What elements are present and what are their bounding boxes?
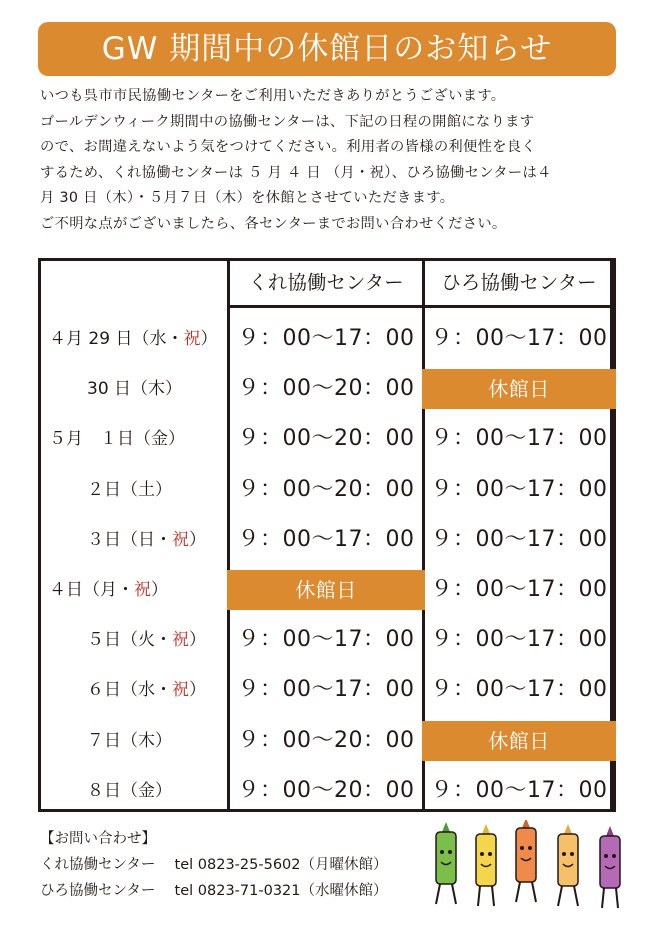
table-row <box>41 414 616 464</box>
date-cell: ６日（水・祝） <box>87 680 206 701</box>
schedule-table <box>38 258 613 812</box>
intro-line: ゴールデンウィーク期間中の協働センターは、下記の日程の開館になります <box>40 113 535 130</box>
kure-hours: ９：00〜17：00 <box>237 326 415 351</box>
kure-closed-badge: 休館日 <box>227 570 425 610</box>
intro-line: ので、お間違えないよう気をつけてください。利用者の皆様の利便性を良く <box>40 139 537 155</box>
intro-line: するため、くれ協働センターは ５ 月 ４ 日 （月・祝）、ひろ協働センターは４ <box>40 164 552 181</box>
hiro-hours: ９：00〜17：00 <box>430 627 608 653</box>
hiro-hours: ９：00〜17：00 <box>430 677 608 703</box>
table-row <box>41 615 616 665</box>
kure-hours: ９：00〜17：00 <box>237 526 415 552</box>
hiro-hours: ９：00〜17：00 <box>430 426 608 452</box>
table-row <box>41 716 616 766</box>
date-cell: ４月 29 日（水・祝） <box>49 329 218 349</box>
date-cell: ２日（土） <box>87 479 172 500</box>
date-cell: ８日（金） <box>87 780 172 801</box>
intro-line: いつも呉市市民協働センターをご利用いただきありがとうございます。 <box>40 88 506 104</box>
table-row <box>41 515 616 565</box>
crayon-mascots <box>424 820 644 920</box>
kure-hours: ９：00〜20：00 <box>237 376 415 402</box>
date-cell: ４日（月・祝） <box>49 580 168 600</box>
table-row <box>41 314 616 364</box>
lightorange-crayon-icon <box>558 824 578 906</box>
contact-hiro: ひろ協働センター tel 0823-71-0321（水曜休館） <box>40 883 388 899</box>
kure-hours: ９：00〜17：00 <box>237 677 415 703</box>
hiro-hours: ９：00〜17：00 <box>430 326 608 351</box>
contact-info <box>40 826 388 904</box>
table-row <box>41 665 616 715</box>
orange-crayon-icon <box>516 820 536 902</box>
kure-hours: ９：00〜20：00 <box>237 426 415 452</box>
header-kure: くれ協働センター <box>248 271 404 294</box>
date-cell: 30 日（木） <box>87 379 183 400</box>
table-row <box>41 364 616 414</box>
hiro-closed-badge: 休館日 <box>422 369 616 409</box>
contact-heading: 【お問い合わせ】 <box>40 831 156 847</box>
intro-line: 月 30 日（木）・５月７日（木）を休館とさせていただきます。 <box>40 190 455 206</box>
table-row <box>41 766 616 816</box>
hiro-hours: ９：00〜17：00 <box>430 577 608 602</box>
table-row <box>41 565 616 615</box>
intro-text <box>40 84 622 237</box>
hiro-hours: ９：00〜17：00 <box>430 476 608 502</box>
kure-hours: ９：00〜20：00 <box>237 476 415 502</box>
hiro-hours: ９：00〜17：00 <box>430 526 608 552</box>
date-cell: ５日（火・祝） <box>87 630 206 651</box>
kure-hours: ９：00〜20：00 <box>237 777 415 803</box>
yellow-crayon-icon <box>476 824 496 906</box>
purple-crayon-icon <box>600 826 620 908</box>
date-cell: ３日（日・祝） <box>87 529 206 550</box>
table-row <box>41 465 616 515</box>
page-title: GW 期間中の休館日のお知らせ <box>38 22 616 76</box>
kure-hours: ９：00〜17：00 <box>237 627 415 653</box>
date-cell: ５月 １日（金） <box>49 429 185 450</box>
intro-line: ご不明な点がございましたら、各センターまでお問い合わせください。 <box>40 215 507 232</box>
hiro-closed-badge: 休館日 <box>422 721 616 761</box>
green-crayon-icon <box>436 822 456 904</box>
header-hiro: ひろ協働センター <box>441 271 597 294</box>
kure-hours: ９：00〜20：00 <box>237 727 415 753</box>
contact-kure: くれ協働センター tel 0823-25-5602（月曜休館） <box>40 857 388 873</box>
hiro-hours: ９：00〜17：00 <box>430 777 608 803</box>
date-cell: ７日（木） <box>87 730 172 751</box>
